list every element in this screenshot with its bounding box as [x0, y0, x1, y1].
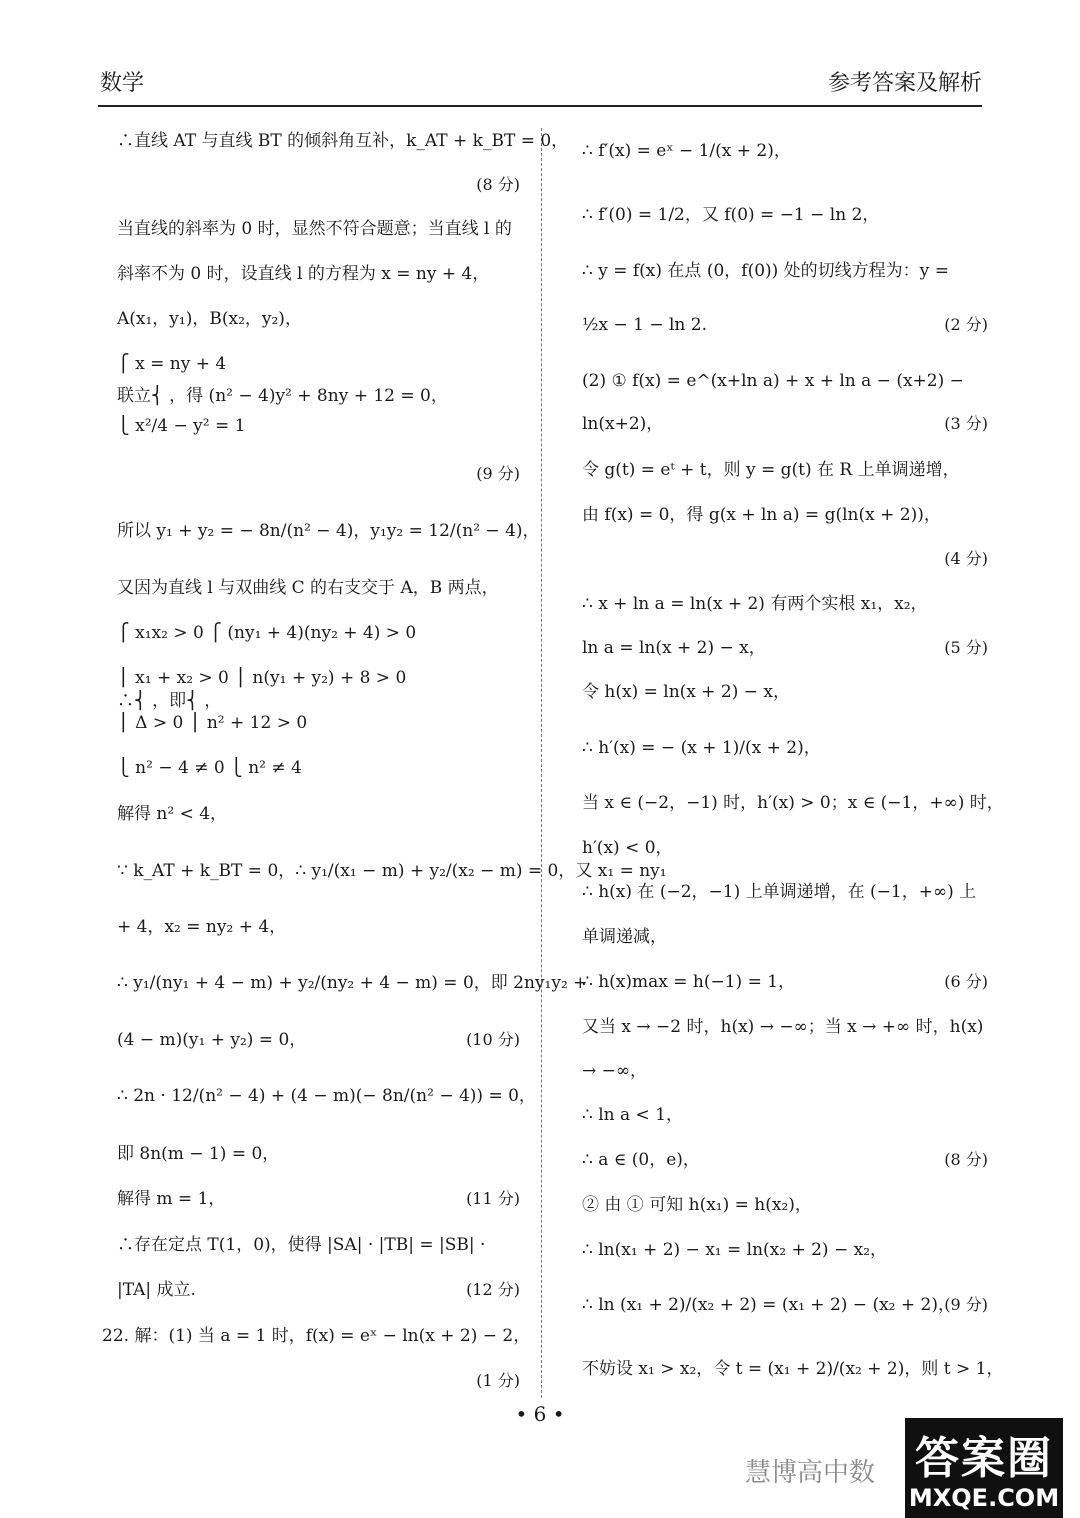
watermark-text: 慧博高中数	[745, 1458, 876, 1488]
solution-line: ∴ ln(x₁ + 2) − x₁ = ln(x₂ + 2) − x₂，	[582, 1240, 888, 1260]
score-points: (6 分)	[944, 972, 988, 991]
solution-line: 又因为直线 l 与双曲线 C 的右支交于 A，B 两点，	[117, 578, 499, 598]
solution-line: 单调递减，	[582, 927, 667, 947]
solution-line: ⎪ Δ > 0 ⎪ n² + 12 > 0	[117, 713, 308, 733]
solution-line: ln(x+2)，	[582, 414, 664, 434]
solution-line: ∵ k_AT + k_BT = 0，∴ y₁/(x₁ − m) + y₂/(x₂ − m) = 0，又 x₁ = ny₁	[117, 861, 667, 881]
score-points: (10 分)	[466, 1030, 520, 1049]
solution-line: ∴ h(x) 在 (−2，−1) 上单调递增，在 (−1，+∞) 上	[582, 882, 977, 902]
score-points: (9 分)	[476, 464, 520, 483]
header-subject: 数学	[100, 71, 145, 96]
solution-line: ∴ h′(x) = − (x + 1)/(x + 2)，	[582, 738, 821, 758]
header-title: 参考答案及解析	[827, 71, 982, 96]
solution-line: (4 − m)(y₁ + y₂) = 0，	[117, 1030, 307, 1050]
solution-line: 又当 x → −2 时，h(x) → −∞；当 x → +∞ 时，h(x)	[582, 1017, 984, 1037]
column-separator	[541, 128, 542, 1398]
header-rule	[98, 105, 982, 107]
solution-line: 当直线的斜率为 0 时，显然不符合题意；当直线 l 的	[117, 219, 512, 239]
solution-line: ⎩ n² − 4 ≠ 0 ⎩ n² ≠ 4	[117, 758, 302, 778]
score-points: (11 分)	[466, 1189, 520, 1208]
solution-line: ⎩ x²/4 − y² = 1	[117, 416, 246, 436]
solution-line: ∴存在定点 T(1，0)，使得 |SA| · |TB| = |SB| ·	[117, 1235, 486, 1255]
solution-line: + 4，x₂ = ny₂ + 4，	[117, 917, 287, 937]
score-points: (1 分)	[476, 1371, 520, 1390]
solution-line: 所以 y₁ + y₂ = − 8n/(n² − 4)，y₁y₂ = 12/(n² − 4)，	[117, 521, 540, 541]
score-points: (9 分)	[944, 1295, 988, 1314]
solution-line: h′(x) < 0，	[582, 838, 673, 858]
score-points: (3 分)	[944, 414, 988, 433]
solution-line: ½x − 1 − ln 2.	[582, 315, 707, 335]
solution-line: |TA| 成立.	[117, 1280, 196, 1300]
solution-line: 即 8n(m − 1) = 0，	[117, 1144, 280, 1164]
solution-line: ∴ a ∈ (0，e)，	[582, 1150, 700, 1170]
solution-line: ∴ x + ln a = ln(x + 2) 有两个实根 x₁，x₂，	[582, 594, 928, 614]
watermark-logo	[905, 1418, 1063, 1518]
solution-line: 斜率不为 0 时，设直线 l 的方程为 x = ny + 4，	[117, 264, 490, 284]
solution-line: (2) ① f(x) = e^(x+ln a) + x + ln a − (x+2) −	[582, 371, 964, 391]
solution-line: 当 x ∈ (−2，−1) 时，h′(x) > 0；x ∈ (−1，+∞) 时，	[582, 793, 1004, 813]
solution-line: 联立⎨ ，得 (n² − 4)y² + 8ny + 12 = 0，	[117, 386, 448, 406]
solution-line: ② 由 ① 可知 h(x₁) = h(x₂)，	[582, 1195, 812, 1215]
score-points: (2 分)	[944, 315, 988, 334]
solution-line: 由 f(x) = 0，得 g(x + ln a) = g(ln(x + 2))，	[582, 505, 941, 525]
solution-line: ∴ ln a < 1，	[582, 1105, 684, 1125]
solution-line: ln a = ln(x + 2) − x，	[582, 638, 766, 658]
score-points: (8 分)	[944, 1150, 988, 1169]
score-points: (8 分)	[476, 175, 520, 194]
solution-line: → −∞，	[582, 1061, 648, 1081]
score-points: (12 分)	[466, 1280, 520, 1299]
solution-line: ∴ y₁/(ny₁ + 4 − m) + y₂/(ny₂ + 4 − m) = 0，即 2ny₁y₂ +	[117, 973, 588, 993]
watermark-logo-text: 答案圈	[915, 1433, 1053, 1484]
solution-line: 令 h(x) = ln(x + 2) − x，	[582, 682, 791, 702]
solution-line: A(x₁，y₁)，B(x₂，y₂)，	[117, 309, 302, 329]
score-points: (5 分)	[944, 638, 988, 657]
solution-line: ⎪ x₁ + x₂ > 0 ⎪ n(y₁ + y₂) + 8 > 0	[117, 668, 407, 688]
solution-line: 解得 m = 1，	[117, 1189, 226, 1209]
solution-line: ∴ ln (x₁ + 2)/(x₂ + 2) = (x₁ + 2) − (x₂ + 2)，	[582, 1295, 955, 1315]
solution-line: 22. 解：(1) 当 a = 1 时，f(x) = eˣ − ln(x + 2) − 2，	[102, 1326, 531, 1346]
solution-line: ∴ f′(x) = eˣ − 1/(x + 2)，	[582, 141, 791, 161]
page-number: • 6 •	[515, 1402, 565, 1426]
watermark-logo-url: MXQE.COM	[908, 1484, 1060, 1512]
solution-line: ⎧ x = ny + 4	[117, 354, 227, 374]
score-points: (4 分)	[944, 549, 988, 568]
solution-line: ∴ h(x)max = h(−1) = 1，	[582, 972, 796, 992]
solution-line: ∴直线 AT 与直线 BT 的倾斜角互补，k_AT + k_BT = 0，	[117, 131, 569, 151]
solution-line: ∴⎨ ，即⎨ ，	[117, 691, 222, 711]
solution-line: ∴ 2n · 12/(n² − 4) + (4 − m)(− 8n/(n² − 4)) = 0，	[117, 1086, 536, 1106]
solution-line: 不妨设 x₁ > x₂，令 t = (x₁ + 2)/(x₂ + 2)，则 t > 1，	[582, 1359, 1004, 1379]
solution-line: 解得 n² < 4，	[117, 804, 228, 824]
solution-line: 令 g(t) = eᵗ + t，则 y = g(t) 在 R 上单调递增，	[582, 460, 960, 480]
solution-line: ∴ y = f(x) 在点 (0，f(0)) 处的切线方程为：y =	[582, 261, 949, 281]
solution-line: ∴ f′(0) = 1/2，又 f(0) = −1 − ln 2，	[582, 205, 880, 225]
solution-line: ⎧ x₁x₂ > 0 ⎧ (ny₁ + 4)(ny₂ + 4) > 0	[117, 623, 417, 643]
